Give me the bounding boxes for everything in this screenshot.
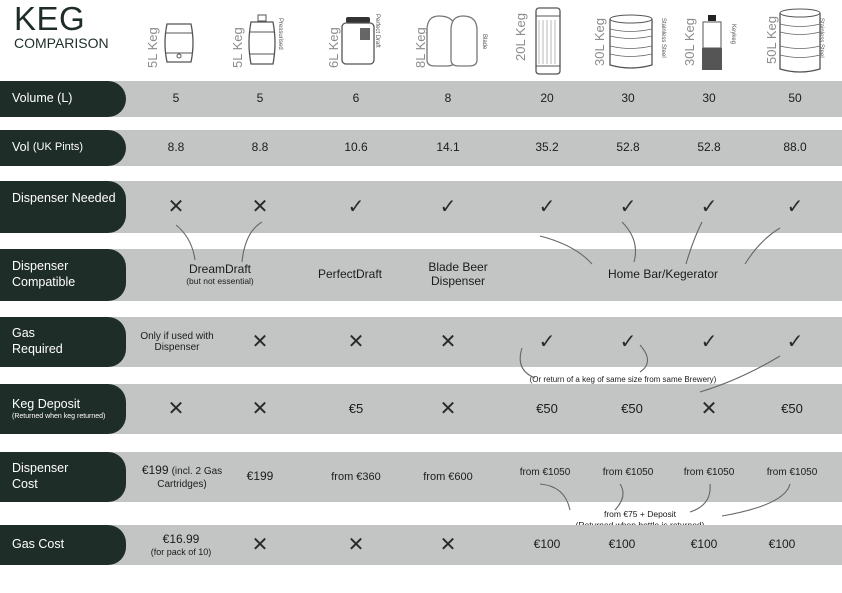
dreamdraft-text: DreamDraft — [188, 262, 251, 277]
brewery-return-note: (Or return of a keg of same size from same Brewery) — [529, 375, 717, 384]
gas-cost-first-note: (for pack of 10) — [150, 546, 212, 557]
keg-label: 8L Keg — [413, 27, 428, 68]
cross-icon: ✕ — [167, 397, 185, 420]
keg-label: 50L Keg — [764, 16, 779, 64]
row-gas-required — [0, 317, 842, 367]
keg-5l — [130, 6, 220, 80]
tall-keg-icon — [533, 6, 563, 76]
gas-required-first: Only if used with Dispenser — [140, 330, 214, 353]
row-pints — [0, 130, 842, 166]
check-icon: ✓ — [700, 330, 718, 353]
row-dispenser-compatible — [0, 249, 842, 301]
row-label-main: Keg Deposit — [12, 396, 81, 411]
perfectdraft-cell: PerfectDraft — [317, 267, 383, 282]
value-cell: 50 — [788, 91, 802, 106]
title-comparison: COMPARISON — [14, 35, 109, 51]
check-icon: ✓ — [439, 195, 457, 218]
cross-icon: ✕ — [700, 397, 718, 420]
row-gas-cost — [0, 525, 842, 565]
dreamdraft-cell — [160, 249, 280, 301]
row-dispenser-needed — [0, 181, 842, 233]
row-label — [0, 452, 126, 502]
check-icon: ✓ — [347, 195, 365, 218]
value-cell: €5 — [348, 400, 364, 416]
value-cell: 52.8 — [697, 140, 721, 155]
value-cell: from €1050 — [602, 467, 654, 479]
check-icon: ✓ — [786, 195, 804, 218]
homebar-cell: Home Bar/Kegerator — [607, 267, 719, 282]
row-volume — [0, 81, 842, 117]
row-label: Volume (L) — [0, 81, 126, 117]
keg-sublabel: Blade — [481, 34, 487, 50]
row-label-line1: Dispenser — [12, 259, 69, 274]
cross-icon: ✕ — [251, 330, 269, 353]
value-cell: 5 — [172, 91, 180, 106]
row-label-line2: Compatible — [12, 275, 76, 289]
keg-30l-keykeg — [678, 6, 768, 80]
value-cell: €100 — [533, 537, 561, 552]
value-cell: 8.8 — [167, 140, 185, 155]
value-cell: from €1050 — [766, 467, 818, 479]
value-cell: 30 — [702, 91, 716, 106]
row-label — [0, 249, 126, 301]
cross-icon: ✕ — [347, 533, 365, 556]
check-icon: ✓ — [786, 330, 804, 353]
value-cell: €199 — [246, 469, 274, 484]
value-cell: 6 — [352, 91, 360, 106]
row-label — [0, 317, 126, 367]
keg-8l — [405, 6, 495, 80]
row-label-line2: Cost — [12, 477, 38, 491]
dreamdraft-note: (but not essential) — [186, 276, 254, 287]
keg-label: 6L Keg — [326, 27, 341, 68]
keg-20l — [505, 6, 595, 80]
keg-sublabel: Perfect Draft — [374, 14, 380, 48]
row-keg-deposit — [0, 384, 842, 434]
title-keg: KEG — [14, 0, 86, 37]
keykeg-icon — [700, 14, 724, 72]
row-dispenser-cost — [0, 452, 842, 502]
keg-50l-stainless — [758, 6, 842, 80]
keg-label: 30L Keg — [682, 18, 697, 66]
value-cell: from €1050 — [519, 467, 571, 479]
check-icon: ✓ — [538, 195, 556, 218]
cross-icon: ✕ — [251, 533, 269, 556]
value-cell: 10.6 — [344, 140, 368, 155]
row-label: Gas Cost — [0, 525, 126, 565]
cross-icon: ✕ — [439, 397, 457, 420]
keg-sublabel: Pressurised — [277, 18, 283, 50]
keg-sublabel: Stainless Steel — [660, 18, 666, 58]
row-label-line1: Gas — [12, 326, 35, 341]
value-cell: 35.2 — [535, 140, 559, 155]
value-cell: 5 — [256, 91, 264, 106]
row-label-sub: (Returned when keg returned) — [12, 412, 106, 420]
value-cell: 52.8 — [616, 140, 640, 155]
value-cell: €100 — [690, 537, 718, 552]
cross-icon: ✕ — [167, 195, 185, 218]
row-label: Dispenser Needed — [0, 181, 126, 233]
keg-5l-pressurised — [215, 6, 305, 80]
stainless-keg-icon — [608, 14, 654, 70]
cross-icon: ✕ — [251, 397, 269, 420]
value-cell: 88.0 — [783, 140, 807, 155]
cross-icon: ✕ — [251, 195, 269, 218]
keg-label: 30L Keg — [592, 18, 607, 66]
keg-label: 5L Keg — [230, 27, 245, 68]
row-label-sub: (UK Pints) — [32, 141, 83, 154]
keg-sublabel: Keykeg — [730, 24, 736, 45]
pressurised-keg-icon — [247, 14, 277, 66]
row-label-line2: Required — [12, 342, 63, 356]
value-cell: 8 — [444, 91, 452, 106]
keg-sublabel: Stainless Steel — [818, 18, 824, 58]
value-cell: €100 — [608, 537, 636, 552]
gas-cost-first — [136, 525, 226, 565]
gas-bottle-note-line1: from €75 + Deposit — [603, 509, 677, 519]
cross-icon: ✕ — [347, 330, 365, 353]
gas-cost-first-value: €16.99 — [162, 531, 200, 546]
check-icon: ✓ — [700, 195, 718, 218]
value-cell: €50 — [781, 400, 803, 416]
row-label-main: Vol — [12, 140, 30, 155]
value-cell: 20 — [540, 91, 554, 106]
blade-keg-icon — [425, 12, 479, 68]
perfect-draft-keg-icon — [340, 16, 376, 66]
value-cell: from €1050 — [683, 467, 735, 479]
value-cell: €50 — [536, 400, 558, 416]
value-cell: 30 — [621, 91, 635, 106]
check-icon: ✓ — [538, 330, 556, 353]
value-cell: 14.1 — [436, 140, 460, 155]
row-label — [0, 130, 126, 166]
dispenser-cost-first-note: (incl. 2 Gas Cartridges) — [157, 465, 223, 490]
check-icon: ✓ — [619, 195, 637, 218]
blade-cell: Blade Beer Dispenser — [428, 260, 488, 288]
keg-label: 20L Keg — [513, 13, 528, 61]
cross-icon: ✕ — [439, 533, 457, 556]
keg-header — [0, 0, 842, 80]
value-cell: €100 — [768, 537, 796, 552]
value-cell: 8.8 — [251, 140, 269, 155]
row-label — [0, 384, 126, 434]
keg-label: 5L Keg — [145, 27, 160, 68]
check-icon: ✓ — [619, 330, 637, 353]
row-label-line1: Dispenser — [12, 461, 69, 476]
keg-6l — [318, 6, 408, 80]
cross-icon: ✕ — [439, 330, 457, 353]
value-cell: from €600 — [423, 470, 473, 483]
value-cell: from €360 — [331, 470, 381, 483]
keg-30l-stainless — [586, 6, 676, 80]
mini-keg-icon — [162, 20, 196, 66]
dispenser-cost-first-value: €199 — [141, 462, 169, 477]
stainless-keg-large-icon — [778, 8, 822, 74]
value-cell: €50 — [621, 400, 643, 416]
dispenser-cost-first — [134, 452, 230, 502]
